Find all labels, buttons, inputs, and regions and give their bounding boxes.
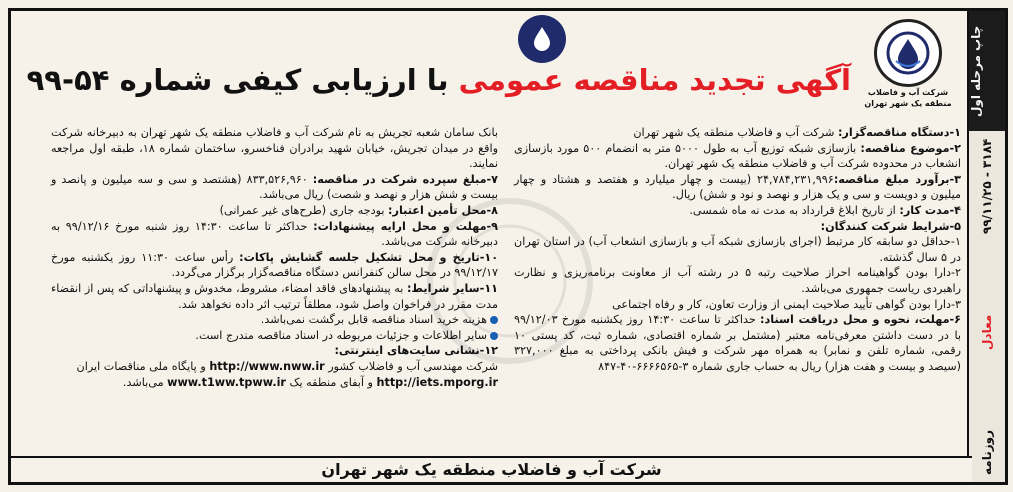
notice-header: [26, 15, 961, 125]
clause-label: ۳-برآورد مبلغ مناقصه:: [833, 172, 961, 186]
title-black-part: با ارزیابی کیفی شماره ۵۴-۹۹: [26, 63, 449, 97]
newspaper-sidebar: [967, 11, 1005, 482]
websites-text-4: می‌باشد.: [122, 375, 164, 389]
notice-title: [26, 63, 851, 97]
left-column: [51, 125, 498, 455]
logo-line-2: منطقه یک شهر تهران: [864, 99, 952, 108]
clause-label: ۱۱-سایر شرایط:: [406, 281, 498, 295]
clause-label: ۱۲-نشانی سایت‌های اینترنتی:: [334, 344, 498, 358]
footer-company-name: شرکت آب و فاضلاب منطقه یک شهر تهران: [11, 456, 972, 482]
clause-label: ۲-موضوع مناقصه:: [860, 141, 961, 155]
clause-label: ۵-شرایط شرکت کنندگان:: [820, 219, 961, 233]
right-clause: [514, 203, 961, 219]
newspaper-info: [973, 139, 1001, 475]
websites-line-1: [51, 359, 498, 375]
clause-text: شرکت آب و فاضلاب منطقه یک شهر تهران: [633, 126, 838, 139]
clause-text: ۱-حداقل دو سابقه کار مرتبط (اجرای بازسازی شبکه آب و بازسازی انشعاب آب) در استان تهران در ۵ سال گذشته.: [514, 235, 961, 264]
print-stage-label: چاپ مرحله اول: [969, 11, 1005, 131]
right-clause: [514, 297, 961, 313]
right-clause: [514, 172, 961, 203]
clause-text: حداکثر تا ساعت ۱۴:۳۰ روز یکشنبه مورخ ۹۹/۱۲/۰۳ با در دست داشتن معرفی‌نامه معتبر (مشتمل بر شماره اقتصادی، شماره ثبت، کد پستی ۱۰ رقمی، شماره تلفن و نمابر) به همراه مهر شرکت و فیش بانکی پرداختی به مبلغ ۳۲۷,۰۰۰ (سیصد و بیست و هفت هزار) ریال به حساب جاری شماره ۳-۶۶۶۶۵۶۵-۴۰-۸۴۷: [514, 313, 961, 373]
newspaper-brand: معادل: [980, 314, 994, 350]
clause-label: ۹-مهلت و محل ارایه پیشنهادات:: [313, 219, 499, 233]
clause-text: ۲۴,۷۸۴,۲۳۱,۹۹۶ (بیست و چهار میلیارد و هفتصد و هشتاد و چهار میلیون و دویست و سی و یک هزار و نهصد و نود و شش) ریال.: [514, 172, 961, 202]
websites-text-3: و آبفای منطقه یک: [289, 375, 373, 389]
clause-label: ۸-محل تأمین اعتبار:: [388, 203, 498, 217]
clause-text: ۸۳۳,۵۲۶,۹۶۰ (هشتصد و سی و سه میلیون و پانصد و بیست و شش هزار و نهصد و شصت) ریال می‌باشد.: [51, 172, 498, 202]
clause-text: هزینه خرید اسناد مناقصه قابل برگشت نمی‌باشد.: [260, 313, 487, 327]
left-clause: [51, 250, 498, 281]
clause-text: از تاریخ ابلاغ قرارداد به مدت نه ماه شمسی.: [689, 203, 900, 217]
clause-text: حداکثر تا ساعت ۱۴:۳۰ روز شنبه مورخ ۹۹/۱۲/۱۶ به دبیرخانه شرکت می‌باشد.: [51, 219, 498, 249]
nww-link[interactable]: http://www.nww.ir: [209, 359, 325, 373]
clause-text: بانک سامان شعبه تجریش به نام شرکت آب و فاضلاب منطقه یک شهر تهران به دبیرخانه شرکت واقع در میدان تجریش، خیابان شهید برادران فناخسرو، ساختمان شماره ۱۸، طبقه اول مراجعه نمایند.: [51, 126, 498, 171]
right-clause: [514, 141, 961, 172]
notice-frame: [8, 8, 1008, 485]
left-clause: [51, 312, 498, 328]
clause-text: سایر اطلاعات و جزئیات مربوطه در اسناد مناقصه مندرج است.: [195, 328, 487, 342]
websites-text-1: شرکت مهندسی آب و فاضلاب کشور: [328, 359, 498, 373]
right-clause: [514, 125, 961, 141]
clause-text: ۳-دارا بودن گواهی تأیید صلاحیت ایمنی از وزارت تعاون، کار و رفاه اجتماعی: [612, 297, 961, 311]
right-clause: [514, 234, 961, 265]
left-clause: [51, 328, 498, 344]
clause-label: ۷-مبلغ سپرده شرکت در مناقصه:: [312, 172, 499, 186]
left-clause: [51, 125, 498, 172]
left-clause: [51, 343, 498, 359]
logo-line-1: شرکت آب و فاضلاب: [867, 88, 949, 97]
left-clause: [51, 219, 498, 250]
right-clause: [514, 312, 961, 374]
newspaper-name: روزنامه: [980, 430, 994, 475]
clause-label: ۱-دستگاه مناقصه‌گزار:: [837, 126, 961, 139]
issue-number: ۹۹/۱۱/۲۵ - ۳۱۸۴: [980, 139, 994, 235]
clause-label: ۶-مهلت، نحوه و محل دریافت اسناد:: [760, 313, 961, 327]
left-clause: [51, 172, 498, 203]
clause-text: به پیشنهادهای فاقد امضاء، مشروط، مخدوش و پیشنهاداتی که پس از انقضاء مدت مقرر در فراخوان واصل شود، مطلقاً ترتیب اثر داده نخواهد شد.: [51, 281, 498, 311]
company-logo: [863, 19, 953, 121]
websites-text-2: و پایگاه ملی مناقصات ایران: [76, 359, 206, 373]
notice-body: [51, 125, 961, 455]
clause-text: بودجه جاری (طرح‌های غیر عمرانی): [219, 203, 389, 217]
websites-line-2: [51, 375, 498, 391]
water-drop-logo-icon: [874, 19, 942, 87]
bullet-icon: [490, 316, 498, 324]
right-clause: [514, 265, 961, 296]
iets-link[interactable]: http://iets.mporg.ir: [376, 375, 498, 389]
left-items: [51, 125, 498, 359]
right-clause: [514, 219, 961, 235]
title-red-part: آگهی تجدید مناقصه عمومی: [458, 63, 851, 97]
clause-label: ۴-مدت کار:: [899, 203, 961, 217]
clause-text: رأس ساعت ۱۱:۳۰ روز یکشنبه مورخ ۹۹/۱۲/۱۷ در محل سالن کنفرانس دستگاه مناقصه‌گزار برگزار می‌گردد.: [51, 250, 498, 280]
clause-text: ۲-دارا بودن گواهینامه احراز صلاحیت رتبه ۵ در رشته آب از معاونت برنامه‌ریزی و نظارت راهبردی ریاست جمهوری می‌باشد.: [514, 266, 962, 295]
clause-text: بازسازی شبکه توزیع آب به طول ۵۰۰۰ متر به انضمام ۵۰۰ مورد بازسازی انشعاب در محدوده شرکت آب و فاضلاب منطقه یک شهر تهران.: [514, 141, 961, 171]
right-column: [514, 125, 961, 455]
left-clause: [51, 203, 498, 219]
t1ww-link[interactable]: www.t1ww.tpww.ir: [167, 375, 286, 389]
water-drop-emblem-icon: [518, 15, 566, 63]
clause-label: ۱۰-تاریخ و محل تشکیل جلسه گشایش پاکات:: [239, 250, 499, 264]
bullet-icon: [490, 332, 498, 340]
left-clause: [51, 281, 498, 312]
